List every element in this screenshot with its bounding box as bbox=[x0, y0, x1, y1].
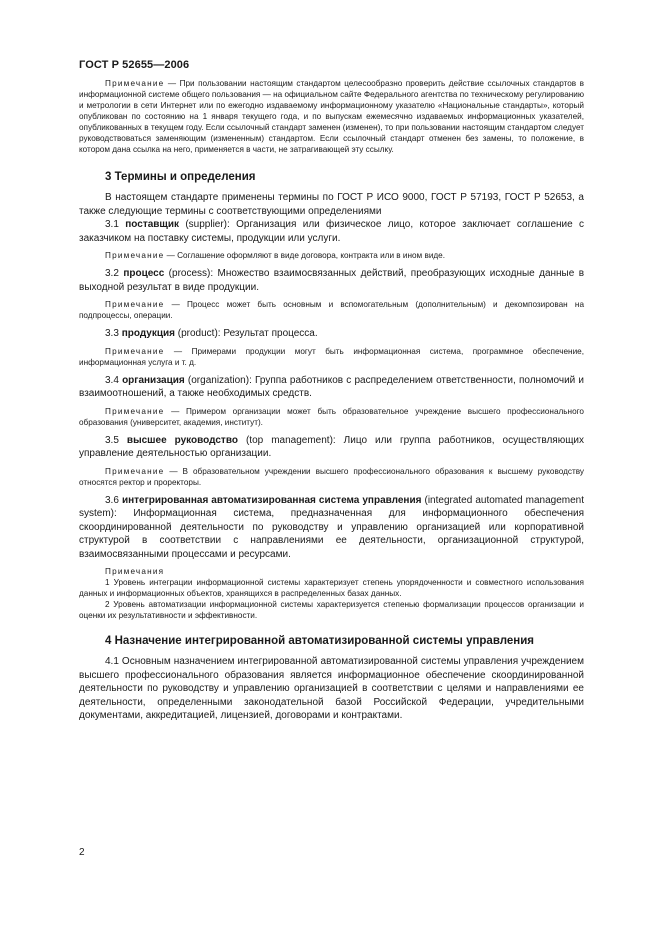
note-text: При пользовании настоящим стандартом целесообразно проверить действие ссылочных стандартов в информационной системе общего пользования — на официальном сайте Федерального агентства по техническому регулированию и метрологии в сети Интернет или по ежегодно издаваемому информационному указателю «Национальные стандарты», который опубликован по состоянию на 1 января текущего года, и по выпускам ежемесячно издаваемых информационных указателей, опубликованных в текущем году. Если ссылочный стандарт заменен (изменен), то при пользовании настоящим стандартом следует руководствоваться заменяющим (измененным) стандартом. Если ссылочный стандарт отменен без замены, то положение, в котором дана ссылка на него, применяется в части, не затрагивающей эту ссылку. bbox=[79, 79, 584, 154]
notes-label: Примечания bbox=[105, 567, 165, 576]
note-label: Примечание bbox=[105, 79, 165, 88]
page-content bbox=[79, 78, 584, 723]
term-3-2: 3.2 процесс (process): Множество взаимосвязанных действий, преобразующих исходные данные в выходной результат в виде продукции. bbox=[79, 268, 585, 293]
page-number: 2 bbox=[79, 847, 85, 858]
term-3-3-name: продукция bbox=[121, 328, 175, 339]
section-3-intro: В настоящем стандарте применены термины по ГОСТ Р ИСО 9000, ГОСТ Р 57193, ГОСТ Р 52653, а также следующие термины с соответствующими определениями bbox=[79, 192, 584, 217]
note-3-6-2: 2 Уровень автоматизации информационной системы характеризуется степенью формализации процессов организации и оценки их результативности и эффективности. bbox=[79, 600, 584, 620]
section-3-heading: 3 Термины и определения bbox=[105, 171, 256, 183]
term-3-2-name: процесс bbox=[123, 268, 165, 279]
term-3-6-name: интегрированная автоматизированная система управления bbox=[121, 494, 422, 506]
term-3-4: 3.4 организация (organization): Группа работников с распределением ответственности, полномочий и взаимоотношений, а также необходимых средств. bbox=[79, 374, 584, 399]
term-3-5-name: высшее руководство bbox=[126, 434, 238, 446]
term-3-1-name: поставщик bbox=[125, 219, 180, 230]
term-3-1: 3.1 поставщик (supplier): Организация или физическое лицо, которое заключает соглашение с заказчиком на поставку системы, продукции или услуги. bbox=[79, 219, 585, 244]
section-4-1: 4.1 Основным назначением интегрированной автоматизированной системы управления учреждением высшего профессионального образования является информационное обеспечение скоординированной деятельности по руководству и управлению организацией в соответствии с целями и направлениями ее деятельности, определенными законодательной базой Российской Федерации, учредительными документами, аккредитацией, лицензией, договорами и контрактами. bbox=[79, 656, 584, 721]
term-3-3: 3.3 продукция (product): Результат процесса. bbox=[105, 328, 318, 339]
term-3-4-name: организация bbox=[122, 374, 185, 386]
note-3-1: Примечание — Соглашение оформляют в виде договора, контракта или в ином виде. bbox=[105, 251, 445, 260]
note-3-5: Примечание — В образовательном учреждении высшего профессионального образования к высшему руководству относятся ректор и проректоры. bbox=[79, 466, 584, 487]
running-header: ГОСТ Р 52655—2006 bbox=[79, 59, 190, 71]
term-3-5: 3.5 высшее руководство (top management): Лицо или группа работников, осуществляющих управление деятельностью организации. bbox=[79, 434, 585, 459]
term-3-6: 3.6 интегрированная автоматизированная система управления (integrated automated management system): Информационная система, предназначенная для информационного обеспечения скоординированной деятельности по руководству и управлению организацией или корпоративной структурой в соответствии с направлениями ее деятельности, организационной структурой, взаимосвязанными процессами и ресурсами. bbox=[79, 494, 584, 560]
top-note: Примечание — При пользовании настоящим стандартом целесообразно проверить действие ссылочных стандартов в информационной системе общего пользования — на официальном сайте Федерального агентства по техническому регулированию и метрологии в сети Интернет или по ежегодно издаваемому информационному указателю «Национальные стандарты», который опубликован по состоянию на 1 января текущего года, и по выпускам ежемесячно издаваемых информационных указателей, опубликованных в текущем году. Если ссылочный стандарт заменен (изменен), то при пользовании настоящим стандартом следует руководствоваться заменяющим (измененным) стандартом. Если ссылочный стандарт отменен без замены, то положение, в котором дана ссылка на него, применяется в части, не затрагивающей эту ссылку. bbox=[79, 79, 584, 154]
note-3-4: Примечание — Примером организации может быть образовательное учреждение высшего профессионального образования (университет, академия, институт). bbox=[79, 406, 584, 427]
section-4-heading: 4 Назначение интегрированной автоматизированной системы управления bbox=[105, 635, 535, 647]
note-3-3: Примечание — Примерами продукции могут быть информационная система, программное обеспечение, информационная услуга и т. д. bbox=[79, 346, 584, 367]
note-3-6-1: 1 Уровень интеграции информационной системы характеризует степень упорядоченности и совместного использования данных и информационных объектов, хранящихся в распределенных базах данных. bbox=[79, 578, 584, 598]
note-3-2: Примечание — Процесс может быть основным и вспомогательным (дополнительным) и декомпозирован на подпроцессы, операции. bbox=[79, 300, 584, 320]
